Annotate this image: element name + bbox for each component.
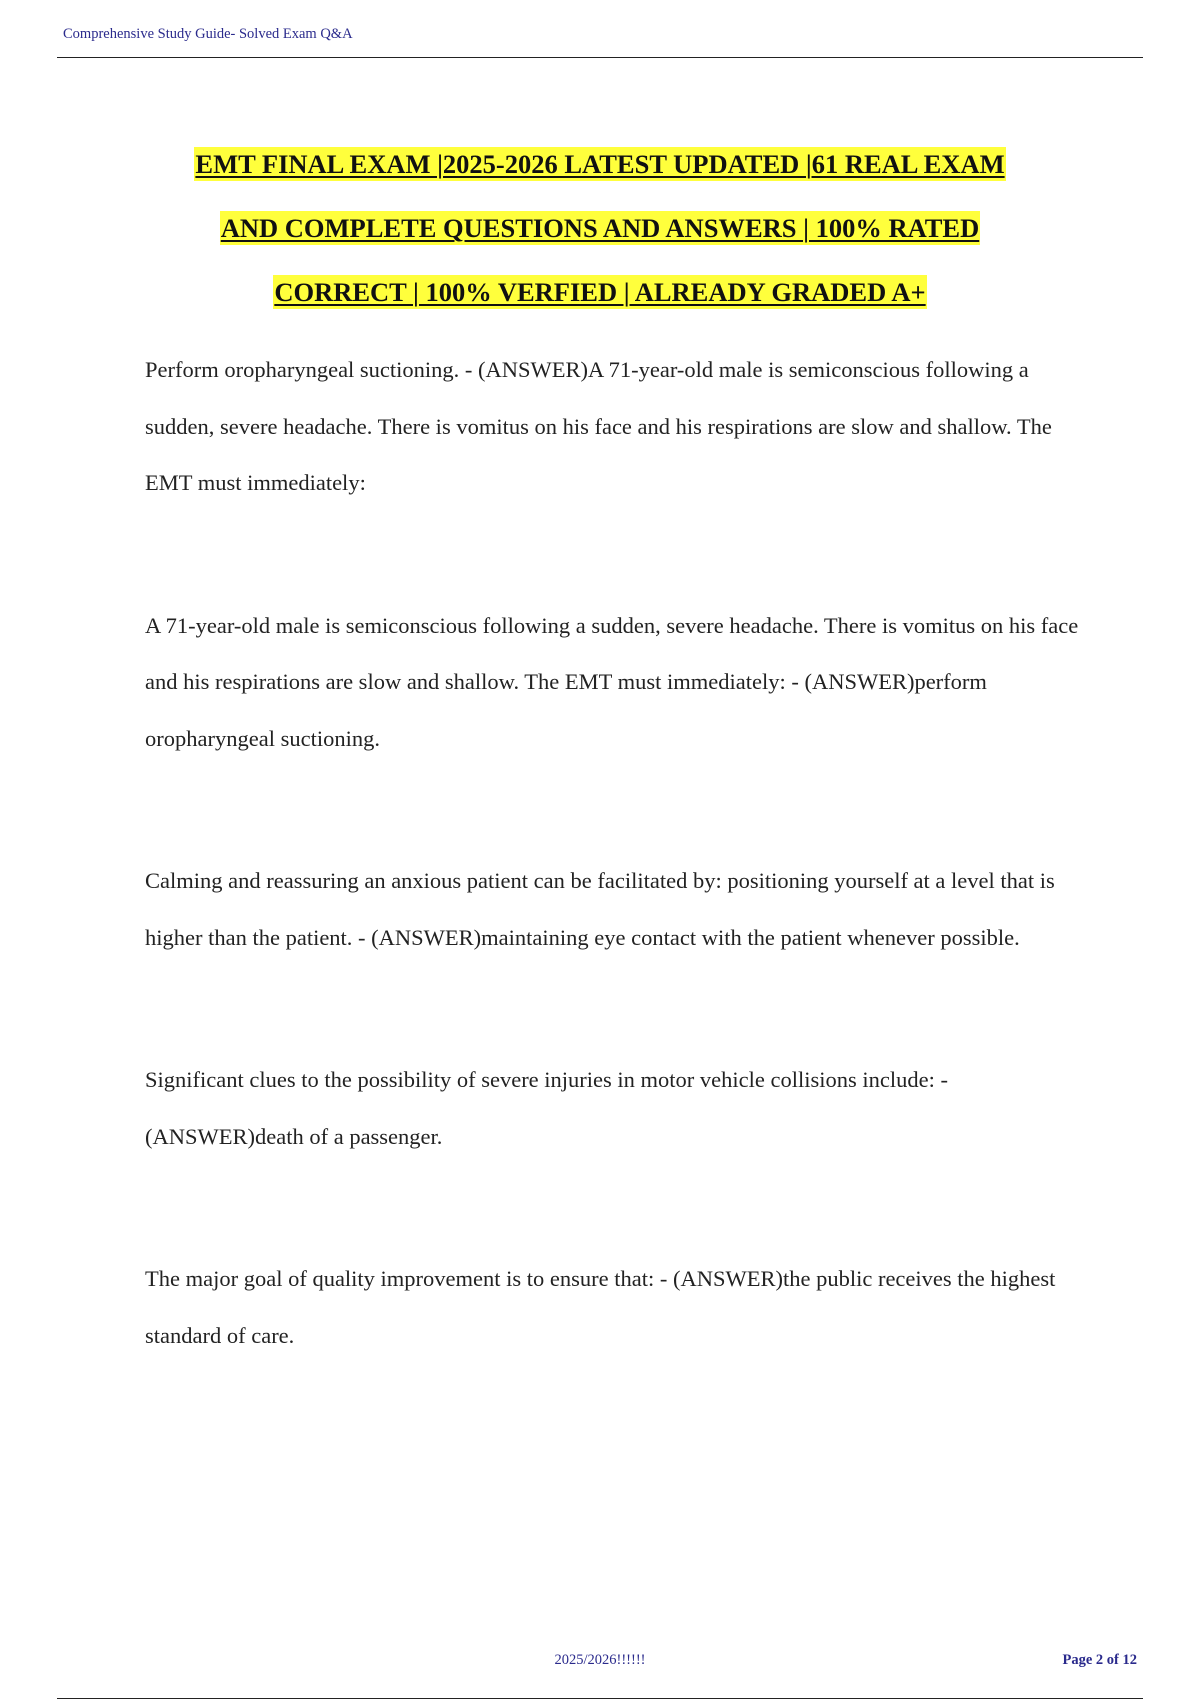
title-line [100, 140, 1100, 204]
qa-item: A 71-year-old male is semiconscious following a sudden, severe headache. There is vomitus on his face and his respirations are slow and shallow. The EMT must immediately: - (ANSWER)perform oropharyngeal suctioning. [145, 612, 1079, 751]
qa-item: The major goal of quality improvement is to ensure that: - (ANSWER)the public receives the highest standard of care. [145, 1266, 1056, 1348]
qa-list [145, 342, 1095, 1450]
qa-item: Significant clues to the possibility of severe injuries in motor vehicle collisions include: - (ANSWER)death of a passenger. [145, 1067, 948, 1149]
title-line-text: CORRECT | 100% VERFIED | ALREADY GRADED A+ [274, 277, 926, 307]
page-footer [57, 1646, 1143, 1699]
qa-item: Calming and reassuring an anxious patient can be facilitated by: positioning yourself at a level that is higher than the patient. - (ANSWER)maintaining eye contact with the patient whenever possible. [145, 868, 1055, 950]
title-line-text: AND COMPLETE QUESTIONS AND ANSWERS | 100% RATED [220, 213, 980, 243]
title-line-text: EMT FINAL EXAM |2025-2026 LATEST UPDATED |61 REAL EXAM [195, 149, 1005, 179]
page-number: Page 2 of 12 [1062, 1652, 1137, 1668]
footer-center-text: 2025/2026!!!!!! [554, 1652, 646, 1668]
qa-item: Perform oropharyngeal suctioning. - (ANSWER)A 71-year-old male is semiconscious following a sudden, severe headache. There is vomitus on his face and his respirations are slow and shallow. The EMT must immediately: [145, 357, 1052, 495]
title-line [100, 268, 1100, 332]
title-line [100, 204, 1100, 268]
document-title [100, 140, 1100, 332]
page-header [57, 22, 1143, 58]
header-text: Comprehensive Study Guide- Solved Exam Q&A [63, 26, 353, 42]
